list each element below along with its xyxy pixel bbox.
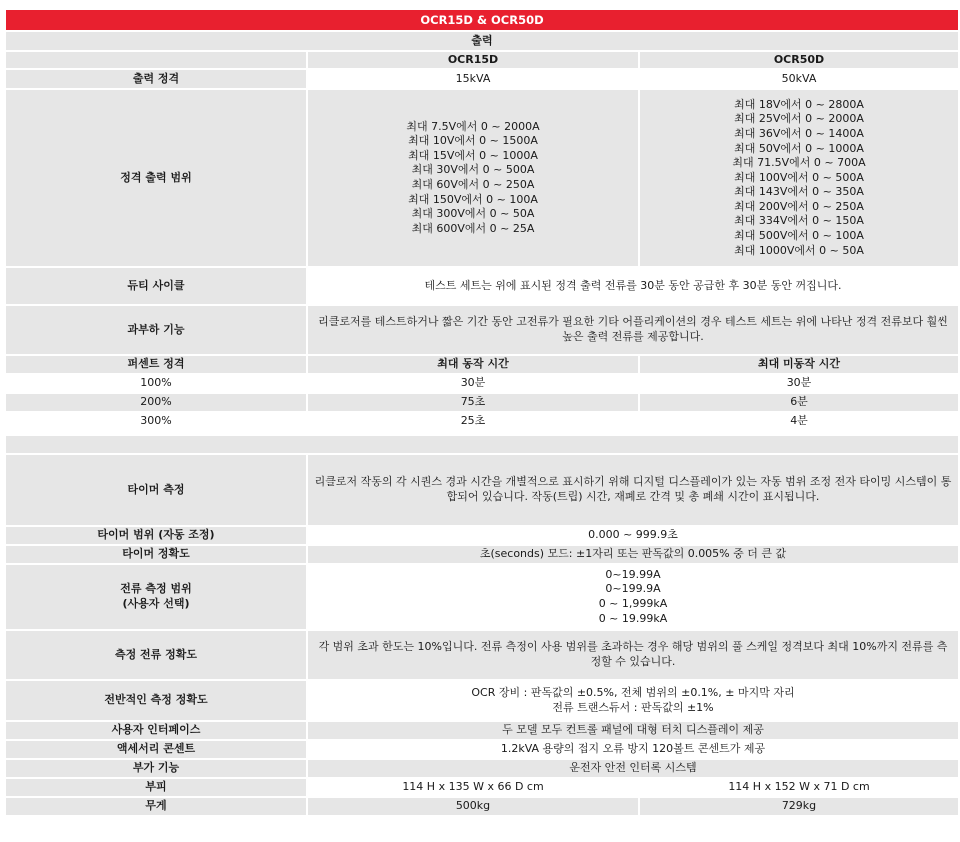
current-range-list [599,568,668,626]
rated-range-line: 최대 500V에서 0 ~ 100A [734,229,864,243]
overall-accuracy-line1: OCR 장비 : 판독값의 ±0.5%, 전체 범위의 ±0.1%, ± 마지막 자리 [471,685,795,699]
timer-accuracy-label: 타이머 정확도 [6,546,306,563]
rated-range-line: 최대 25V에서 0 ~ 2000A [734,112,864,126]
current-range-line: 0 ~ 1,999kA [598,597,668,610]
percent-row-b: 4분 [640,413,958,430]
current-range-label-line1: 전류 측정 범위 [120,582,192,596]
rated-range-line: 최대 36V에서 0 ~ 1400A [734,126,864,140]
table-title: OCR15D & OCR50D [6,10,958,30]
weight-b: 729kg [640,798,958,815]
overload-value: 리클로저를 테스트하거나 짧은 기간 동안 고전류가 필요한 기타 어플리케이션의 경우 테스트 세트는 위에 나타난 정격 전류보다 훨씬 높은 출력 전류를 제공합니다. [308,306,958,354]
volume-b: 114 H x 152 W x 71 D cm [640,779,958,796]
percent-row-a: 75초 [308,394,638,411]
rated-range-a [308,90,638,266]
accessory-outlet-value: 1.2kVA 용량의 접지 오류 방지 120볼트 콘센트가 제공 [308,741,958,758]
rated-range-line: 최대 7.5V에서 0 ~ 2000A [406,119,540,133]
volume-label: 부피 [6,779,306,796]
overall-accuracy-value [308,681,958,720]
overall-accuracy-label: 전반적인 측정 정확도 [6,681,306,720]
rated-range-b [640,90,958,266]
output-rating-label: 출력 정격 [6,70,306,88]
percent-row-p: 200% [6,394,306,411]
rated-range-line: 최대 143V에서 0 ~ 350A [734,185,864,199]
user-interface-value: 두 모델 모두 컨트롤 패널에 대형 터치 디스플레이 제공 [308,722,958,739]
rated-range-line: 최대 100V에서 0 ~ 500A [734,170,864,184]
rated-range-line: 최대 71.5V에서 0 ~ 700A [732,156,866,170]
current-range-line: 0~19.99A [605,567,661,581]
percent-row-a: 30분 [308,375,638,392]
rated-range-line: 최대 300V에서 0 ~ 50A [411,207,535,221]
weight-a: 500kg [308,798,638,815]
model-ocr50d: OCR50D [640,52,958,68]
rated-range-line: 최대 50V에서 0 ~ 1000A [734,141,864,155]
overload-label: 과부하 기능 [6,306,306,354]
timer-range-value: 0.000 ~ 999.9초 [308,527,958,544]
percent-row-b: 30분 [640,375,958,392]
timer-range-label: 타이머 범위 (자동 조정) [6,527,306,544]
volume-a: 114 H x 135 W x 66 D cm [308,779,638,796]
percent-header-b: 최대 미동작 시간 [640,356,958,373]
percent-header-label: 퍼센트 정격 [6,356,306,373]
section-output: 출력 [6,32,958,50]
duty-cycle-label: 듀티 사이클 [6,268,306,304]
rated-range-line: 최대 1000V에서 0 ~ 50A [734,243,864,257]
rated-range-b-list [732,98,865,259]
output-rating-b: 50kVA [640,70,958,88]
header-blank [6,52,306,68]
additional-value: 운전자 안전 인터록 시스템 [308,760,958,777]
current-range-line: 0 ~ 19.99kA [598,611,668,625]
rated-range-line: 최대 10V에서 0 ~ 1500A [408,134,538,148]
percent-row-b: 6분 [640,394,958,411]
timer-accuracy-value: 초(seconds) 모드: ±1자리 또는 판독값의 0.005% 중 더 큰 값 [308,546,958,563]
rated-range-line: 최대 18V에서 0 ~ 2800A [734,97,864,111]
percent-row-p: 300% [6,413,306,430]
rated-range-line: 최대 200V에서 0 ~ 250A [734,199,864,213]
rated-range-line: 최대 15V에서 0 ~ 1000A [408,148,538,162]
overall-accuracy-line2: 전류 트랜스듀서 : 판독값의 ±1% [552,700,714,714]
current-range-values [308,565,958,629]
rated-range-label: 정격 출력 범위 [6,90,306,266]
rated-range-line: 최대 150V에서 0 ~ 100A [408,192,538,206]
percent-row-p: 100% [6,375,306,392]
rated-range-line: 최대 600V에서 0 ~ 25A [411,221,535,235]
current-range-label-line2: (사용자 선택) [122,597,190,610]
percent-row-a: 25초 [308,413,638,430]
rated-range-line: 최대 30V에서 0 ~ 500A [411,163,535,177]
rated-range-line: 최대 60V에서 0 ~ 250A [411,178,535,191]
current-accuracy-value: 각 범위 초과 한도는 10%입니다. 전류 측정이 사용 범위를 초과하는 경우 해당 범위의 풀 스케일 정격보다 최대 10%까지 전류를 측정할 수 있습니다. [308,631,958,679]
percent-header-a: 최대 동작 시간 [308,356,638,373]
output-rating-a: 15kVA [308,70,638,88]
spec-table [6,10,958,815]
duty-cycle-value: 테스트 세트는 위에 표시된 정격 출력 전류를 30분 동안 공급한 후 30분 동안 꺼집니다. [308,268,958,304]
accessory-outlet-label: 액세서리 콘센트 [6,741,306,758]
additional-label: 부가 기능 [6,760,306,777]
spacer-row [6,436,958,453]
current-range-line: 0~199.9A [605,582,661,596]
weight-label: 무게 [6,798,306,815]
timer-label: 타이머 측정 [6,455,306,525]
rated-range-a-list [406,120,539,237]
user-interface-label: 사용자 인터페이스 [6,722,306,739]
model-ocr15d: OCR15D [308,52,638,68]
rated-range-line: 최대 334V에서 0 ~ 150A [734,214,864,228]
current-range-label [6,565,306,629]
timer-value: 리클로저 작동의 각 시퀀스 경과 시간을 개별적으로 표시하기 위해 디지털 디스플레이가 있는 자동 범위 조정 전자 타이밍 시스템이 통합되어 있습니다. 작동(트립) 시간, 재폐로 간격 및 총 폐쇄 시간이 표시됩니다. [308,455,958,525]
current-accuracy-label: 측정 전류 정확도 [6,631,306,679]
